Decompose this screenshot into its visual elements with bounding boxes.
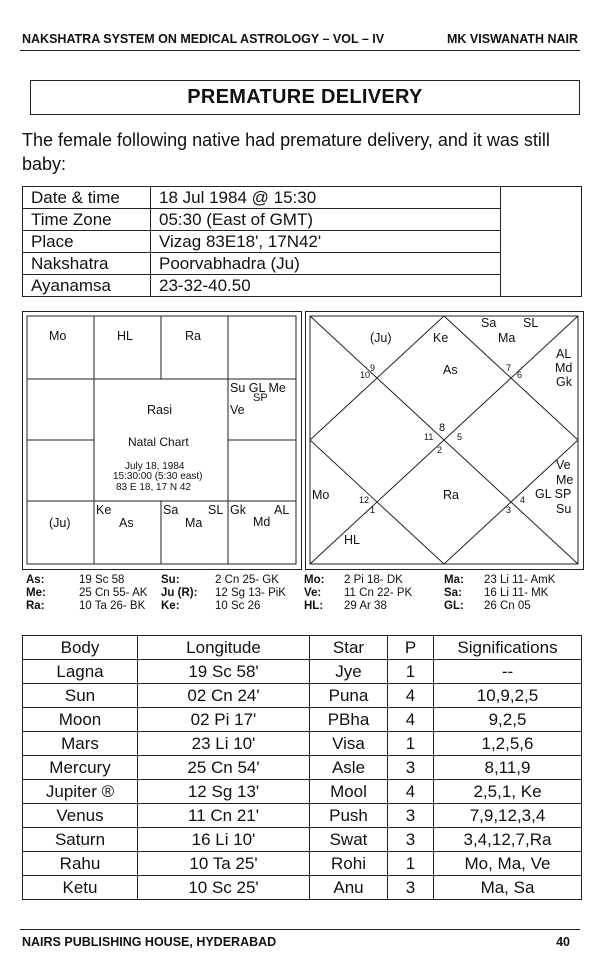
north-al: AL bbox=[556, 347, 572, 361]
table-row bbox=[23, 756, 582, 780]
table-row bbox=[23, 876, 582, 900]
center-coords: 83 E 18, 17 N 42 bbox=[116, 482, 192, 493]
header-body: Body bbox=[23, 636, 138, 660]
cell-significations: 3,4,12,7,Ra bbox=[434, 828, 582, 852]
cell-significations: -- bbox=[434, 660, 582, 684]
birth-row bbox=[23, 187, 582, 209]
cell-p: 4 bbox=[388, 708, 434, 732]
cell-ve: Ve bbox=[230, 403, 245, 417]
cell-star: Swat bbox=[310, 828, 388, 852]
center-date: July 18, 1984 bbox=[125, 461, 185, 472]
cell-p: 4 bbox=[388, 780, 434, 804]
cell-sp: SP bbox=[253, 392, 268, 404]
north-md: Md bbox=[555, 361, 573, 375]
cell-body: Venus bbox=[23, 804, 138, 828]
north-sl: SL bbox=[523, 316, 539, 330]
cell-longitude: 16 Li 10' bbox=[138, 828, 310, 852]
birth-label: Date & time bbox=[23, 187, 151, 209]
page-number: 40 bbox=[556, 935, 570, 949]
cell-mo: Mo bbox=[49, 329, 67, 343]
pos-key: As: bbox=[26, 574, 45, 586]
cell-longitude: 10 Ta 25' bbox=[138, 852, 310, 876]
pos-key: Su: bbox=[161, 574, 180, 586]
cell-p: 3 bbox=[388, 876, 434, 900]
center-time: 15:30:00 (5:30 east) bbox=[113, 471, 203, 482]
pos-value: 2 Pi 18- DK bbox=[344, 574, 403, 586]
cell-longitude: 10 Sc 25' bbox=[138, 876, 310, 900]
house-num-10: 10 bbox=[360, 370, 371, 380]
center-rasi: Rasi bbox=[147, 403, 173, 417]
birth-value: Vizag 83E18', 17N42' bbox=[151, 231, 501, 253]
north-mo: Mo bbox=[312, 488, 330, 502]
birth-row bbox=[23, 253, 582, 275]
header-rule bbox=[20, 50, 580, 51]
cell-body: Jupiter ® bbox=[23, 780, 138, 804]
title-box bbox=[30, 80, 580, 115]
birth-label: Ayanamsa bbox=[23, 275, 151, 297]
cell-significations: 7,9,12,3,4 bbox=[434, 804, 582, 828]
cell-significations: 2,5,1, Ke bbox=[434, 780, 582, 804]
cell-body: Saturn bbox=[23, 828, 138, 852]
cell-p: 1 bbox=[388, 732, 434, 756]
north-su: Su bbox=[556, 502, 572, 516]
cell-body: Lagna bbox=[23, 660, 138, 684]
table-row bbox=[23, 780, 582, 804]
body-table-header bbox=[23, 636, 582, 660]
north-ju: (Ju) bbox=[370, 331, 392, 345]
pos-key: Ke: bbox=[161, 600, 180, 612]
pos-key: Sa: bbox=[444, 587, 462, 599]
pos-value: 11 Cn 22- PK bbox=[344, 587, 413, 599]
house-num-12: 12 bbox=[359, 495, 370, 505]
cell-star: Anu bbox=[310, 876, 388, 900]
table-row bbox=[23, 732, 582, 756]
cell-longitude: 12 Sg 13' bbox=[138, 780, 310, 804]
cell-longitude: 11 Cn 21' bbox=[138, 804, 310, 828]
cell-significations: Ma, Sa bbox=[434, 876, 582, 900]
pos-key: Ju (R): bbox=[161, 587, 198, 599]
cell-body: Moon bbox=[23, 708, 138, 732]
north-hl: HL bbox=[344, 533, 360, 547]
positions-row bbox=[26, 600, 582, 613]
birth-value: 05:30 (East of GMT) bbox=[151, 209, 501, 231]
cell-body: Rahu bbox=[23, 852, 138, 876]
north-ke: Ke bbox=[433, 331, 449, 345]
cell-significations: 10,9,2,5 bbox=[434, 684, 582, 708]
planet-positions bbox=[26, 574, 582, 613]
pos-value: 10 Sc 26 bbox=[215, 600, 261, 612]
table-row bbox=[23, 804, 582, 828]
positions-row bbox=[26, 574, 582, 587]
pos-value: 19 Sc 58 bbox=[79, 574, 125, 586]
north-ma: Ma bbox=[498, 331, 516, 345]
birth-value: 23-32-40.50 bbox=[151, 275, 501, 297]
north-chart bbox=[305, 311, 584, 570]
house-num-7: 7 bbox=[506, 363, 512, 373]
north-ra: Ra bbox=[443, 488, 459, 502]
cell-p: 4 bbox=[388, 684, 434, 708]
cell-p: 3 bbox=[388, 804, 434, 828]
cell-star: Jye bbox=[310, 660, 388, 684]
pos-value: 25 Cn 55- AK bbox=[79, 587, 148, 599]
header-star: Star bbox=[310, 636, 388, 660]
birth-label: Place bbox=[23, 231, 151, 253]
cell-longitude: 02 Pi 17' bbox=[138, 708, 310, 732]
birth-value: 18 Jul 1984 @ 15:30 bbox=[151, 187, 501, 209]
cell-significations: 8,11,9 bbox=[434, 756, 582, 780]
positions-row bbox=[26, 587, 582, 600]
cell-star: Visa bbox=[310, 732, 388, 756]
birth-value: Poorvabhadra (Ju) bbox=[151, 253, 501, 275]
house-num-11: 11 bbox=[424, 432, 434, 442]
house-num-9: 9 bbox=[370, 363, 376, 373]
cell-sa: Sa bbox=[163, 503, 179, 517]
cell-al: AL bbox=[274, 503, 290, 517]
birth-label: Nakshatra bbox=[23, 253, 151, 275]
cell-as: As bbox=[119, 516, 134, 530]
pos-key: HL: bbox=[304, 600, 324, 612]
cell-gk: Gk bbox=[230, 503, 246, 517]
cell-significations: 1,2,5,6 bbox=[434, 732, 582, 756]
house-num-2: 2 bbox=[437, 445, 443, 455]
header-significations: Significations bbox=[434, 636, 582, 660]
running-header-title: NAKSHATRA SYSTEM ON MEDICAL ASTROLOGY – VOL – IV bbox=[22, 32, 385, 46]
cell-longitude: 02 Cn 24' bbox=[138, 684, 310, 708]
birth-row bbox=[23, 231, 582, 253]
cell-significations: 9,2,5 bbox=[434, 708, 582, 732]
table-row bbox=[23, 660, 582, 684]
running-header-author: MK VISWANATH NAIR bbox=[446, 32, 578, 46]
center-natal-chart: Natal Chart bbox=[128, 435, 189, 449]
cell-md: Md bbox=[253, 515, 271, 529]
cell-hl: HL bbox=[117, 329, 133, 343]
table-row bbox=[23, 828, 582, 852]
pos-key: GL: bbox=[444, 600, 464, 612]
footer-rule bbox=[20, 929, 580, 930]
birth-row bbox=[23, 209, 582, 231]
cell-body: Ketu bbox=[23, 876, 138, 900]
north-chart-grid bbox=[306, 312, 582, 568]
cell-star: Puna bbox=[310, 684, 388, 708]
north-gk: Gk bbox=[556, 375, 572, 389]
pos-value: 26 Cn 05 bbox=[484, 600, 531, 612]
south-chart bbox=[22, 311, 302, 570]
pos-key: Ra: bbox=[26, 600, 45, 612]
cell-ju: (Ju) bbox=[49, 516, 71, 530]
cell-body: Mars bbox=[23, 732, 138, 756]
pos-value: 23 Li 11- AmK bbox=[484, 574, 556, 586]
cell-ra: Ra bbox=[185, 329, 201, 343]
house-num-8: 8 bbox=[439, 422, 446, 434]
north-sa: Sa bbox=[481, 316, 497, 330]
house-num-5: 5 bbox=[457, 432, 463, 442]
cell-p: 1 bbox=[388, 660, 434, 684]
house-num-6: 6 bbox=[517, 370, 523, 380]
cell-p: 3 bbox=[388, 828, 434, 852]
pos-value: 10 Ta 26- BK bbox=[79, 600, 146, 612]
cell-body: Mercury bbox=[23, 756, 138, 780]
cell-longitude: 19 Sc 58' bbox=[138, 660, 310, 684]
cell-body: Sun bbox=[23, 684, 138, 708]
pos-key: Me: bbox=[26, 587, 46, 599]
pos-key: Mo: bbox=[304, 574, 325, 586]
cell-sl: SL bbox=[208, 503, 224, 517]
cell-star: Mool bbox=[310, 780, 388, 804]
north-gl-sp: GL SP bbox=[535, 487, 572, 501]
north-as: As bbox=[443, 363, 458, 377]
cell-su-gl-me: Su GL Me bbox=[230, 381, 286, 395]
page-title: PREMATURE DELIVERY bbox=[187, 86, 423, 108]
birth-details-table bbox=[22, 186, 582, 297]
cell-star: Rohi bbox=[310, 852, 388, 876]
north-me: Me bbox=[556, 473, 574, 487]
house-num-3: 3 bbox=[506, 505, 512, 515]
header-p: P bbox=[388, 636, 434, 660]
birth-blank-cell bbox=[501, 187, 582, 297]
cell-star: Push bbox=[310, 804, 388, 828]
pos-value: 16 Li 11- MK bbox=[484, 587, 549, 599]
pos-value: 2 Cn 25- GK bbox=[215, 574, 279, 586]
pos-value: 29 Ar 38 bbox=[344, 600, 387, 612]
house-num-4: 4 bbox=[520, 495, 526, 505]
pos-value: 12 Sg 13- PiK bbox=[215, 587, 286, 599]
table-row bbox=[23, 852, 582, 876]
cell-star: Asle bbox=[310, 756, 388, 780]
birth-row bbox=[23, 275, 582, 297]
cell-longitude: 25 Cn 54' bbox=[138, 756, 310, 780]
table-row bbox=[23, 708, 582, 732]
publisher-footer: NAIRS PUBLISHING HOUSE, HYDERABAD bbox=[22, 935, 277, 949]
cell-star: PBha bbox=[310, 708, 388, 732]
cell-longitude: 23 Li 10' bbox=[138, 732, 310, 756]
table-row bbox=[23, 684, 582, 708]
pos-key: Ve: bbox=[304, 587, 322, 599]
cell-p: 1 bbox=[388, 852, 434, 876]
house-num-1: 1 bbox=[370, 505, 376, 515]
intro-paragraph: The female following native had premature delivery, and it was still baby: bbox=[22, 130, 550, 174]
birth-label: Time Zone bbox=[23, 209, 151, 231]
pos-key: Ma: bbox=[444, 574, 464, 586]
cell-p: 3 bbox=[388, 756, 434, 780]
cell-ke: Ke bbox=[96, 503, 112, 517]
cell-ma: Ma bbox=[185, 516, 203, 530]
cell-significations: Mo, Ma, Ve bbox=[434, 852, 582, 876]
north-ve: Ve bbox=[556, 458, 571, 472]
header-longitude: Longitude bbox=[138, 636, 310, 660]
body-table bbox=[22, 635, 582, 900]
